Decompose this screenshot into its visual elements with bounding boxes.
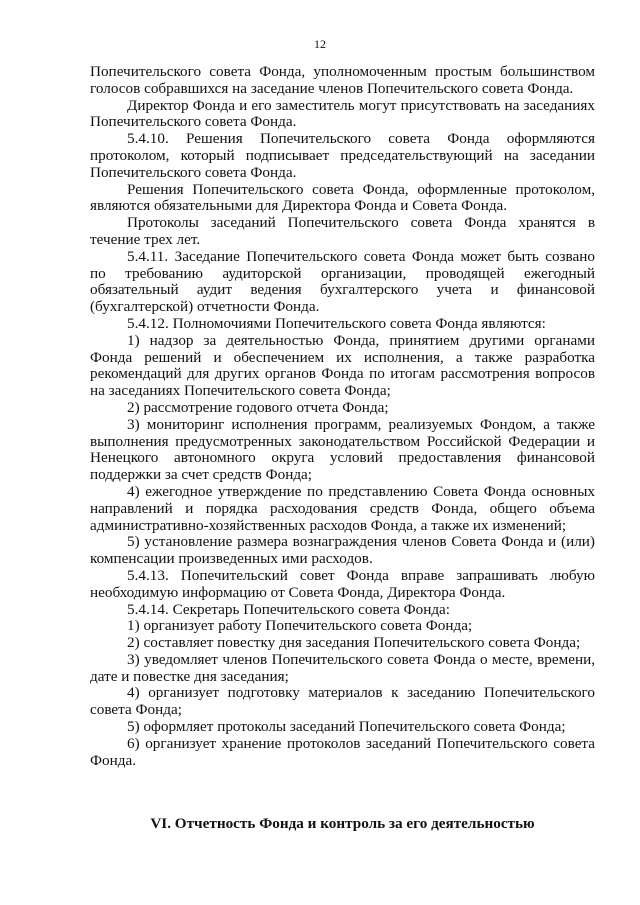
list-item: 5) оформляет протоколы заседаний Попечительского совета Фонда; [127, 718, 566, 736]
paragraph: Попечительского совета Фонда, уполномоченным простым большинством голосов собравшихся на заседание членов Попечительского совета Фонда. [90, 63, 595, 97]
list-item: 4) организует подготовку материалов к заседанию Попечительского совета Фонда; [90, 684, 595, 719]
paragraph: 5.4.13. Попечительский совет Фонда вправе запрашивать любую необходимую информацию от Совета Фонда, Директора Фонда. [90, 566, 595, 601]
paragraph: 5.4.11. Заседание Попечительского совета Фонда может быть созвано по требованию аудиторской организации, проводящей ежегодный обязательный аудит ведения бухгалтерского учета и финансовой (бухгалтерской) отчетности Фонда. [90, 247, 595, 316]
paragraph: Протоколы заседаний Попечительского совета Фонда хранятся в течение трех лет. [90, 214, 595, 248]
list-item: 2) рассмотрение годового отчета Фонда; [127, 398, 389, 416]
list-item: 2) составляет повестку дня заседания Попечительского совета Фонда; [127, 634, 581, 652]
page-number: 12 [314, 37, 326, 51]
list-item: 3) уведомляет членов Попечительского совета Фонда о месте, времени, дате и повестке дня заседания; [90, 650, 595, 685]
section-heading: VI. Отчетность Фонда и контроль за его деятельностью [150, 815, 535, 832]
paragraph: Решения Попечительского совета Фонда, оформленные протоколом, являются обязательными для Директора Фонда и Совета Фонда. [90, 180, 595, 215]
document-body [90, 64, 595, 769]
list-item: 4) ежегодное утверждение по представлению Совета Фонда основных направлений и порядка расходования средств Фонда, общего объема административно-хозяйственных расходов Фонда, а также их изменений; [90, 482, 595, 534]
paragraph: 5.4.10. Решения Попечительского совета Фонда оформляются протоколом, который подписывает председательствующий на заседании Попечительского совета Фонда. [90, 130, 595, 181]
paragraph: Директор Фонда и его заместитель могут присутствовать на заседаниях Попечительского совета Фонда. [90, 96, 595, 131]
list-item: 6) организует хранение протоколов заседаний Попечительского совета Фонда. [90, 734, 595, 769]
list-item: 5) установление размера вознаграждения членов Совета Фонда и (или) компенсации произведенных ими расходов. [90, 533, 595, 568]
paragraph: 5.4.14. Секретарь Попечительского совета Фонда: [127, 600, 451, 618]
list-item: 1) надзор за деятельностью Фонда, принятием другими органами Фонда решений и обеспечением их исполнения, а также разработка рекомендаций для других органов Фонда по итогам рассмотрения вопросов на заседаниях Попечительского совета Фонда; [90, 331, 595, 400]
list-item: 3) мониторинг исполнения программ, реализуемых Фондом, а также выполнения предусмотренных законодательством Российской Федерации и Ненецкого автономного округа условий предоставления финансовой поддержки за счет средств Фонда; [90, 415, 595, 484]
list-item: 1) организует работу Попечительского совета Фонда; [127, 617, 473, 635]
paragraph: 5.4.12. Полномочиями Попечительского совета Фонда являются: [127, 314, 546, 332]
